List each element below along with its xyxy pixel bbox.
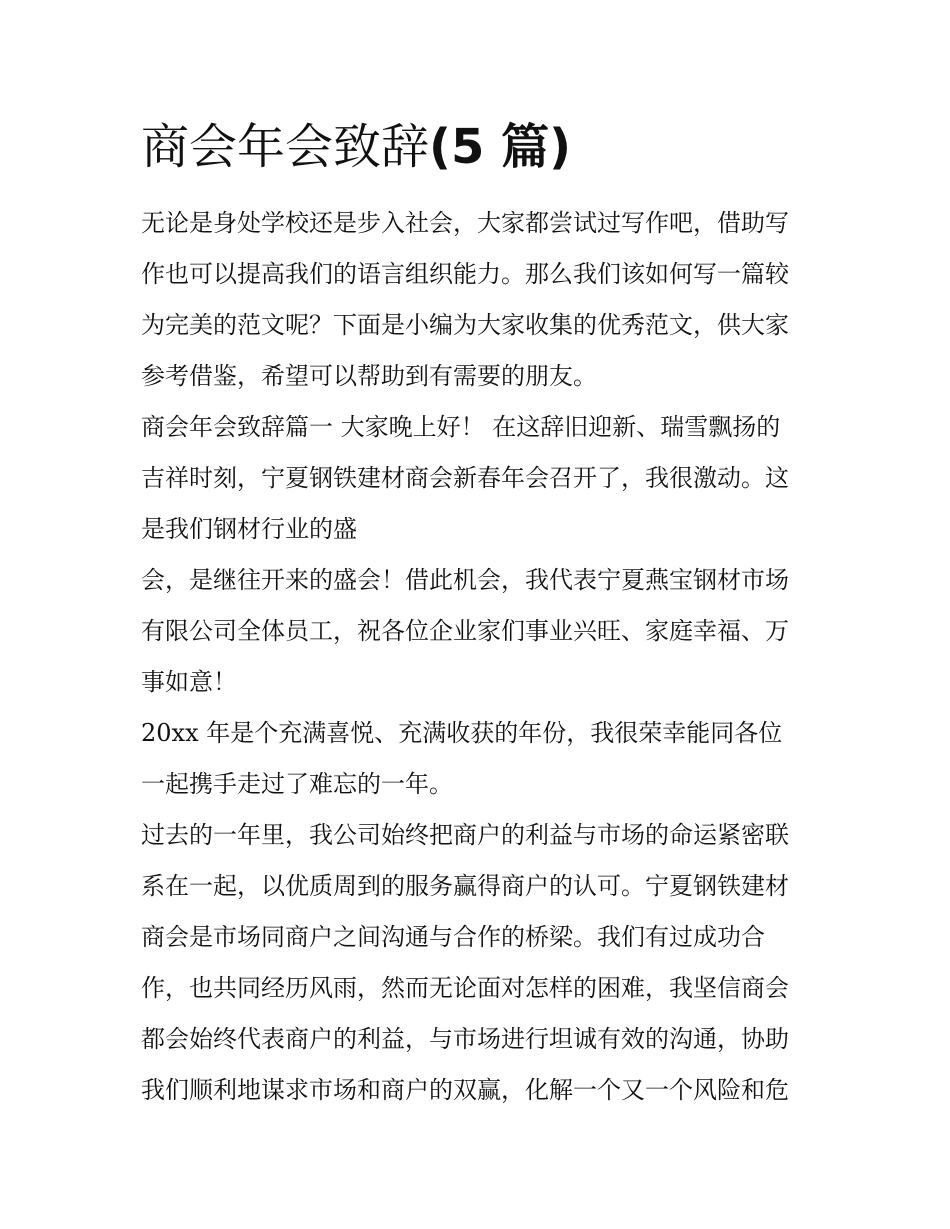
- text-line: 有限公司全体员工，祝各位企业家们事业兴旺、家庭幸福、万: [141, 617, 789, 645]
- text-line: 都会始终代表商户的利益，与市场进行坦诚有效的沟通，协助: [141, 1025, 789, 1053]
- text-line: 会，是继往开来的盛会！借此机会，我代表宁夏燕宝钢材市场: [141, 566, 789, 594]
- text-line: 系在一起，以优质周到的服务赢得商户的认可。宁夏钢铁建材: [141, 872, 789, 900]
- text-line: 参考借鉴，希望可以帮助到有需要的朋友。: [141, 362, 597, 390]
- text-line: 事如意！: [141, 668, 237, 696]
- text-line: 20xx 年是个充满喜悦、充满收获的年份，我很荣幸能同各位: [141, 719, 783, 747]
- text-line: 作，也共同经历风雨，然而无论面对怎样的困难，我坚信商会: [141, 974, 789, 1002]
- text-line: 作也可以提高我们的语言组织能力。那么我们该如何写一篇较: [141, 260, 789, 288]
- text-line: 一起携手走过了难忘的一年。: [141, 770, 453, 798]
- text-line: 商会是市场同商户之间沟通与合作的桥梁。我们有过成功合: [141, 923, 765, 951]
- text-line: 吉祥时刻，宁夏钢铁建材商会新春年会召开了，我很激动。这: [141, 464, 789, 492]
- title-suffix: (5 篇): [429, 119, 572, 175]
- text-line: 是我们钢材行业的盛: [141, 515, 357, 543]
- document-title: [141, 112, 813, 182]
- text-line: 为完美的范文呢？下面是小编为大家收集的优秀范文，供大家: [141, 311, 789, 339]
- text-line: 我们顺利地谋求市场和商户的双赢，化解一个又一个风险和危: [141, 1076, 789, 1104]
- title-main: 商会年会致辞: [141, 119, 430, 175]
- document-page: [141, 112, 813, 1116]
- document-body: [141, 198, 813, 1116]
- text-line: 无论是身处学校还是步入社会，大家都尝试过写作吧，借助写: [141, 209, 789, 237]
- text-line: 过去的一年里，我公司始终把商户的利益与市场的命运紧密联: [141, 821, 789, 849]
- text-line: 商会年会致辞篇一 大家晚上好！ 在这辞旧迎新、瑞雪飘扬的: [141, 413, 781, 441]
